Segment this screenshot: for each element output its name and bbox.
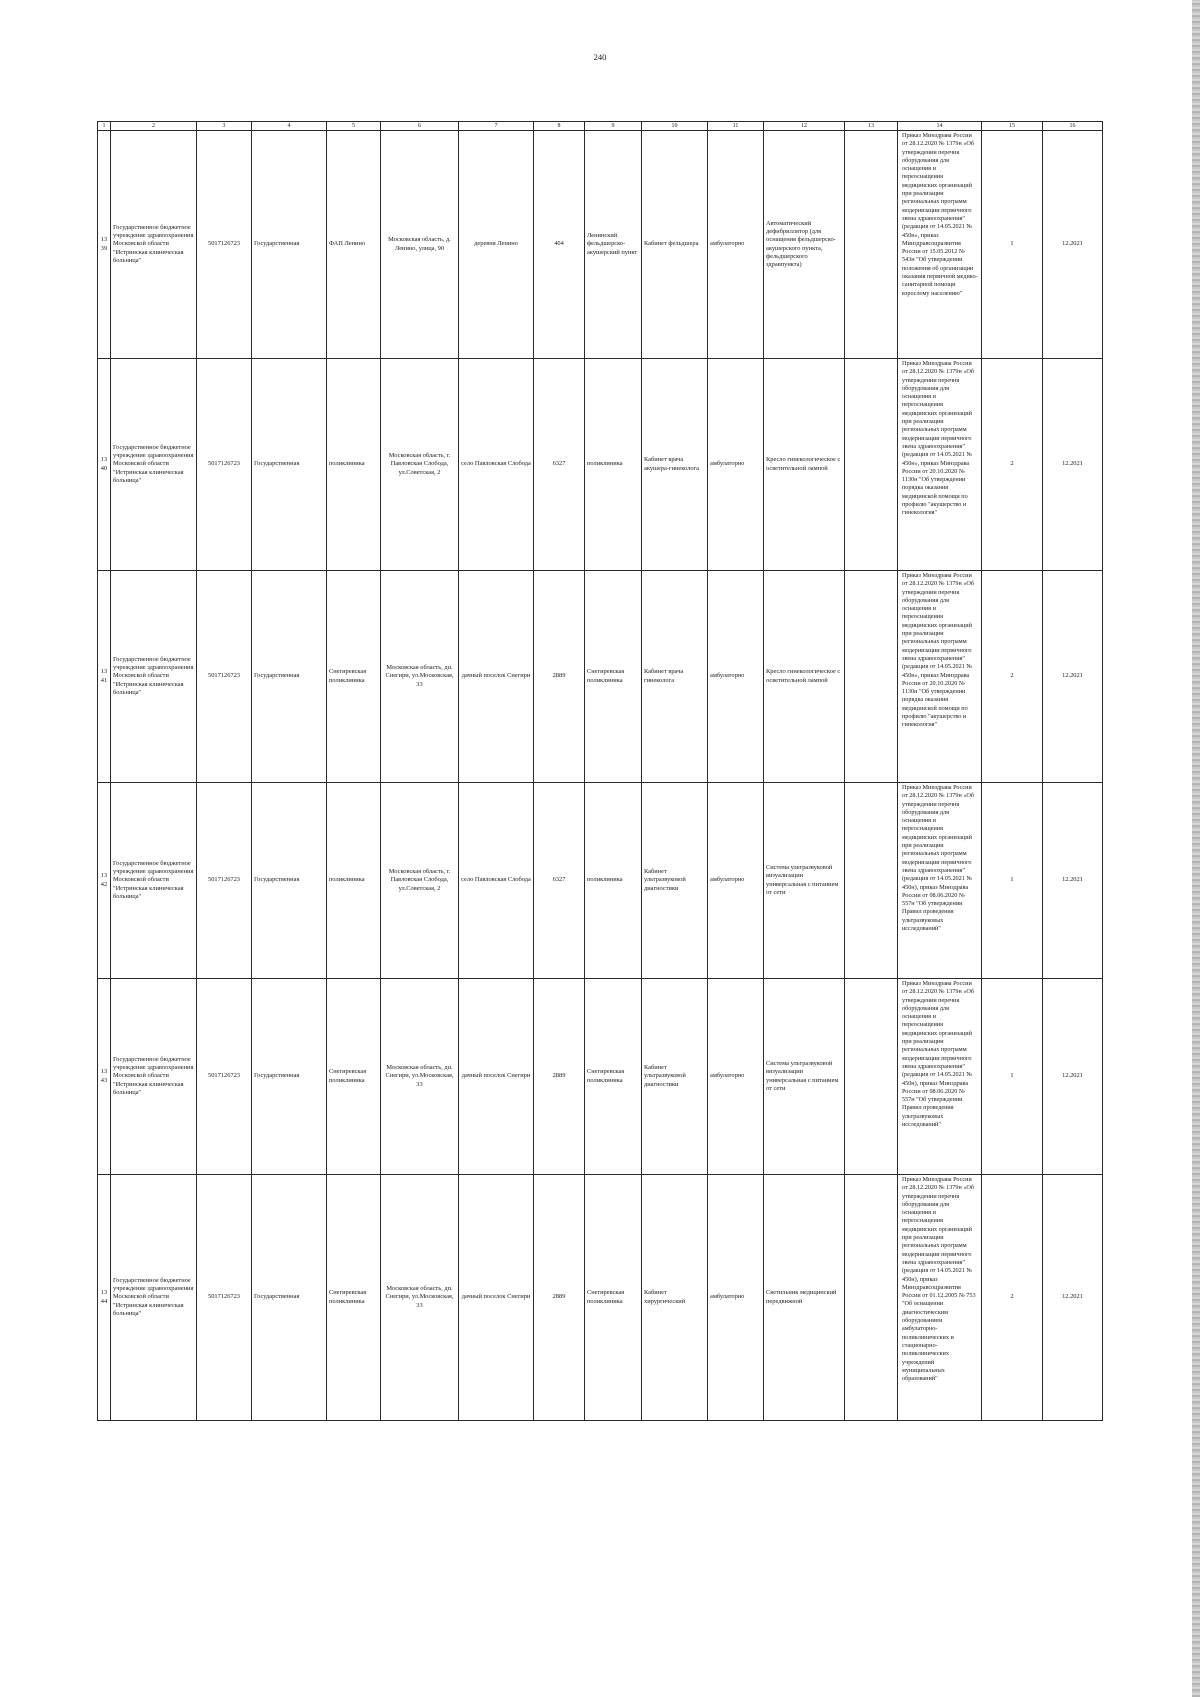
table-row [98,359,1103,571]
facility-cell: Снегиревская поликлиника [585,979,642,1175]
room-cell: Кабинет врача гинеколога [642,571,708,783]
structural-unit: Снегиревская поликлиника [327,571,381,783]
row-number: 1341 [98,571,111,783]
empty-cell [845,571,898,783]
column-number: 5 [327,122,381,131]
equipment-table [97,121,1103,1421]
care-type: амбулаторно [708,1175,764,1421]
care-type: амбулаторно [708,979,764,1175]
quantity-cell: 2 [982,359,1043,571]
organization-name: Государственное бюджетное учреждение здравоохранения Московской области "Истринская клиническая больница" [111,571,197,783]
population-cell: 404 [534,131,585,359]
normative-document-text: Приказ Минздрава России от 28.12.2020 № 1379н «Об утверждении перечня оборудования для оснащения и переоснащения медицинских организаций при реализации региональных программ модернизации первичного звена здравоохранения"(редакция от 14.05.2021 № 450н), приказ Минздравсоцразвития России от 01.12.2005 № 753 "Об оснащении диагностическим оборудованием амбулаторно-поликлинических и стационарно-поликлинических учреждений муниципальных образований" [902,1176,976,1383]
facility-cell: Снегиревская поликлиника [585,1175,642,1421]
quantity-cell: 2 [982,1175,1043,1421]
scan-edge [1192,0,1200,1697]
settlement-cell: дачный поселок Снегири [459,1175,534,1421]
column-number: 9 [585,122,642,131]
address-cell: Московская область, дп. Снегири, ул.Московская, 33 [381,1175,459,1421]
room-cell: Кабинет ультразвуковой диагностики [642,979,708,1175]
structural-unit: Снегиревская поликлиника [327,1175,381,1421]
population-cell: 2889 [534,571,585,783]
normative-document [898,571,982,783]
table-row [98,1175,1103,1421]
facility-cell: Ленинский фельдшерско-акушерский пункт [585,131,642,359]
column-number: 13 [845,122,898,131]
quantity-cell: 1 [982,783,1043,979]
population-cell: 2889 [534,1175,585,1421]
ownership-type: Государственная [252,571,327,783]
row-number: 1340 [98,359,111,571]
table-row [98,783,1103,979]
ownership-type: Государственная [252,783,327,979]
column-number: 15 [982,122,1043,131]
settlement-cell: дачный поселок Снегири [459,571,534,783]
address-cell: Московская область, г. Павловская Слобода, ул.Советская, 2 [381,783,459,979]
room-cell: Кабинет врача акушера-гинеколога [642,359,708,571]
population-cell: 6327 [534,783,585,979]
quantity-cell: 2 [982,571,1043,783]
quantity-cell: 1 [982,131,1043,359]
date-cell: 12.2021 [1043,979,1103,1175]
empty-cell [845,131,898,359]
table-row [98,131,1103,359]
table-row [98,979,1103,1175]
inn-cell: 5017126723 [197,1175,252,1421]
inn-cell: 5017126723 [197,979,252,1175]
column-number: 1 [98,122,111,131]
facility-cell: поликлиника [585,359,642,571]
organization-name: Государственное бюджетное учреждение здравоохранения Московской области "Истринская клиническая больница" [111,979,197,1175]
care-type: амбулаторно [708,783,764,979]
address-cell: Московская область, д. Ленино, улица, 90 [381,131,459,359]
empty-cell [845,783,898,979]
row-number: 1339 [98,131,111,359]
organization-name: Государственное бюджетное учреждение здравоохранения Московской области "Истринская клиническая больница" [111,359,197,571]
empty-cell [845,1175,898,1421]
date-cell: 12.2021 [1043,783,1103,979]
address-cell: Московская область, дп. Снегири, ул.Московская, 33 [381,571,459,783]
date-cell: 12.2021 [1043,1175,1103,1421]
inn-cell: 5017126723 [197,783,252,979]
population-cell: 2889 [534,979,585,1175]
date-cell: 12.2021 [1043,131,1103,359]
room-cell: Кабинет хирургический [642,1175,708,1421]
population-cell: 6327 [534,359,585,571]
column-number: 16 [1043,122,1103,131]
address-cell: Московская область, дп. Снегири, ул.Московская, 33 [381,979,459,1175]
column-number: 14 [898,122,982,131]
structural-unit: поликлиника [327,359,381,571]
normative-document [898,131,982,359]
address-cell: Московская область, г. Павловская Слобода, ул.Советская, 2 [381,359,459,571]
row-number: 1343 [98,979,111,1175]
equipment-name: Система ультразвуковой визуализации универсальная с питанием от сети [764,783,845,979]
inn-cell: 5017126723 [197,131,252,359]
normative-document [898,783,982,979]
normative-document-text: Приказ Минздрава России от 28.12.2020 № 1379н «Об утверждении перечня оборудования для оснащения и переоснащения медицинских организаций при реализации региональных программ модернизации первичного звена здравоохранения"(редакция от 14.05.2021 № 450н», приказ Минздрава России от 20.10.2020 № 1130н "Об утверждении порядка оказания медицинской помощи по профилю "акушерство и гинекология" [902,360,975,517]
column-number: 6 [381,122,459,131]
settlement-cell: дачный поселок Снегири [459,979,534,1175]
settlement-cell: село Павловская Слобода [459,359,534,571]
normative-document-text: Приказ Минздрава России от 28.12.2020 № 1379н «Об утверждении перечня оборудования для оснащения и переоснащения медицинских организаций при реализации региональных программ модернизации первичного звена здравоохранения"(редакция от 14.05.2021 № 450н), приказ Минздрава России от 08.06.2020 № 557н "Об утверждении Правил проведения ультразвуковых исследований" [902,980,975,1129]
column-number: 3 [197,122,252,131]
equipment-name: Кресло гинекологическое с осветительной лампой [764,571,845,783]
page-number: 240 [593,52,607,62]
facility-cell: поликлиника [585,783,642,979]
column-number: 12 [764,122,845,131]
care-type: амбулаторно [708,359,764,571]
normative-document-text: Приказ Минздрава России от 28.12.2020 № 1379н «Об утверждении перечня оборудования для оснащения и переоснащения медицинских организаций при реализации региональных программ модернизации первичного звена здравоохранения"(редакция от 14.05.2021 № 450н», приказ Минздрава России от 20.10.2020 № 1130н "Об утверждении порядка оказания медицинской помощи по профилю "акушерство и гинекология" [902,572,975,729]
normative-document [898,359,982,571]
column-number: 7 [459,122,534,131]
column-number: 8 [534,122,585,131]
ownership-type: Государственная [252,1175,327,1421]
column-number: 11 [708,122,764,131]
table-row [98,571,1103,783]
date-cell: 12.2021 [1043,359,1103,571]
normative-document [898,979,982,1175]
care-type: амбулаторно [708,131,764,359]
quantity-cell: 1 [982,979,1043,1175]
settlement-cell: село Павловская Слобода [459,783,534,979]
ownership-type: Государственная [252,359,327,571]
column-number: 10 [642,122,708,131]
empty-cell [845,979,898,1175]
equipment-name: Автоматический дефибриллятор (для оснащения фельдшерско-акушерского пункта, фельдшерского здравпункта) [764,131,845,359]
row-number: 1342 [98,783,111,979]
inn-cell: 5017126723 [197,571,252,783]
column-number: 4 [252,122,327,131]
row-number: 1344 [98,1175,111,1421]
structural-unit: Снегиревская поликлиника [327,979,381,1175]
normative-document-text: Приказ Минздрава России от 28.12.2020 № 1379н «Об утверждении перечня оборудования для оснащения и переоснащения медицинских организаций при реализации региональных программ модернизации первичного звена здравоохранения"(редакция от 14.05.2021 № 450н), приказ Минздрава России от 08.06.2020 № 557н "Об утверждении Правил проведения ультразвуковых исследований" [902,784,975,933]
column-number: 2 [111,122,197,131]
inn-cell: 5017126723 [197,359,252,571]
equipment-name: Кресло гинекологическое с осветительной лампой [764,359,845,571]
organization-name: Государственное бюджетное учреждение здравоохранения Московской области "Истринская клиническая больница" [111,1175,197,1421]
room-cell: Кабинет ультразвуковой диагностики [642,783,708,979]
empty-cell [845,359,898,571]
equipment-name: Система ультразвуковой визуализации универсальная с питанием от сети [764,979,845,1175]
facility-cell: Снегиревская поликлиника [585,571,642,783]
room-cell: Кабинет фельдшера [642,131,708,359]
ownership-type: Государственная [252,979,327,1175]
ownership-type: Государственная [252,131,327,359]
date-cell: 12.2021 [1043,571,1103,783]
normative-document [898,1175,982,1421]
normative-document-text: Приказ Минздрава России от 28.12.2020 № 1379н «Об утверждении перечня оборудования для оснащения и переоснащения медицинских организаций при реализации региональных программ модернизации первичного звена здравоохранения"(редакция от 14.05.2021 № 450н», приказ Минздравсоцразвития России от 15.05.2012 № 543н "Об утверждении положения об организации оказания первичной медико-санитарной помощи взрослому населению" [902,132,978,297]
settlement-cell: деревня Ленино [459,131,534,359]
structural-unit: поликлиника [327,783,381,979]
column-number-row [98,122,1103,131]
structural-unit: ФАП Ленино [327,131,381,359]
organization-name: Государственное бюджетное учреждение здравоохранения Московской области "Истринская клиническая больница" [111,131,197,359]
equipment-name: Светильник медицинский передвижной [764,1175,845,1421]
organization-name: Государственное бюджетное учреждение здравоохранения Московской области "Истринская клиническая больница" [111,783,197,979]
care-type: амбулаторно [708,571,764,783]
